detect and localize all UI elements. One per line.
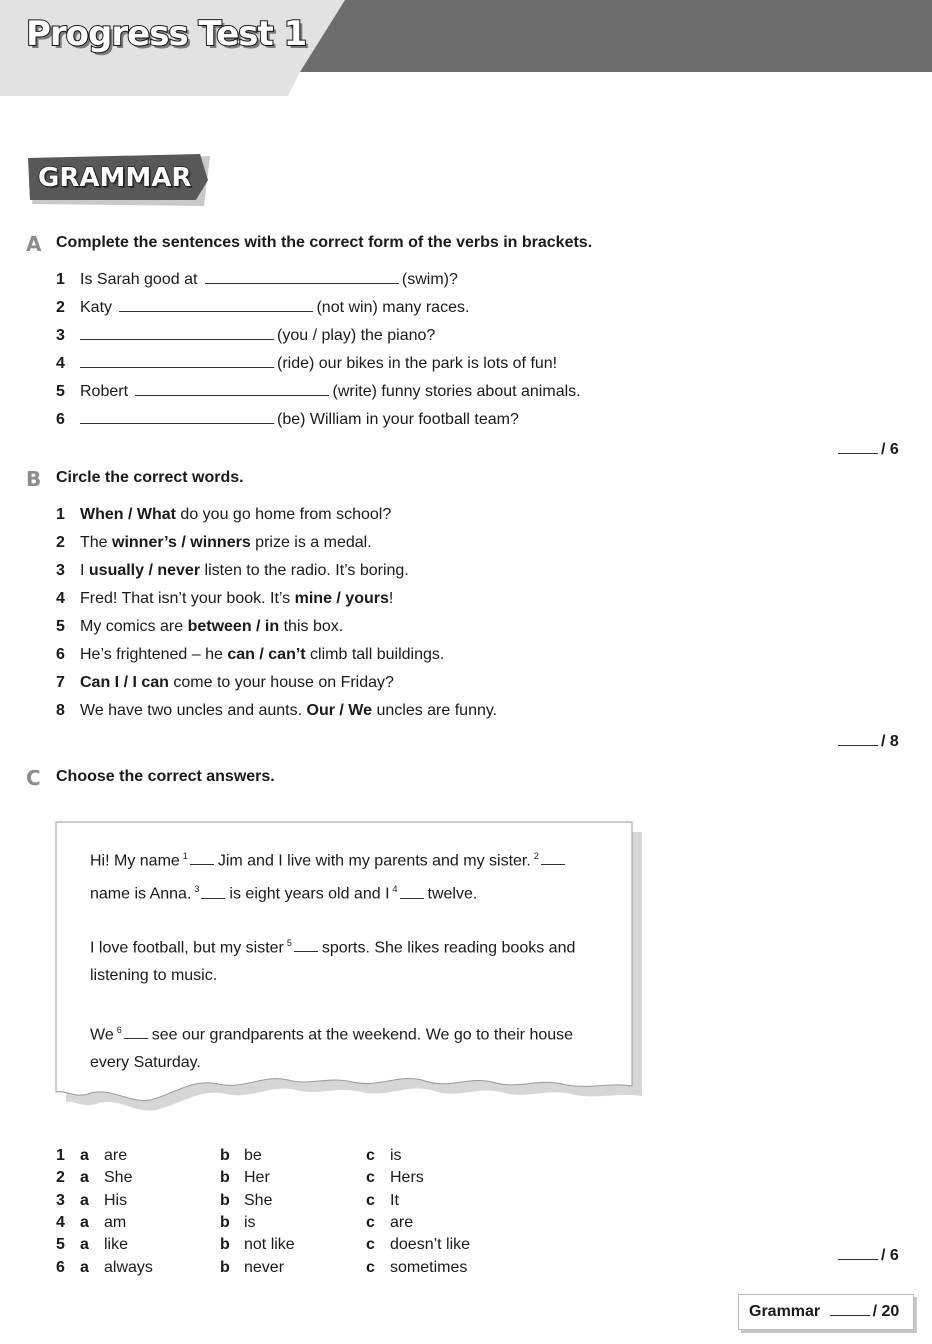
gap-number: 5 xyxy=(286,938,292,948)
total-label: Grammar xyxy=(749,1303,821,1320)
passage-text: Jim and I live with my parents and my sister. xyxy=(217,852,531,870)
option-row xyxy=(56,1234,516,1256)
item-text: Is Sarah good at xyxy=(80,271,198,288)
passage-text: listening to music. xyxy=(90,967,218,985)
option-letter-c: c xyxy=(366,1213,375,1231)
option-a[interactable]: like xyxy=(104,1236,129,1254)
exercise-a-item xyxy=(56,297,469,319)
exercise-a-score xyxy=(838,439,899,459)
option-b[interactable]: Her xyxy=(244,1169,270,1187)
passage-paragraph-2 xyxy=(90,929,610,990)
option-a[interactable]: am xyxy=(104,1213,127,1231)
exercise-a-item xyxy=(56,325,435,347)
option-letter-c: c xyxy=(366,1191,375,1209)
option-letter-a: a xyxy=(80,1213,89,1231)
exercise-a-item xyxy=(56,353,557,375)
gap-blank[interactable] xyxy=(294,939,318,952)
passage-text: is eight years old and I xyxy=(229,885,390,903)
option-a[interactable]: She xyxy=(104,1169,133,1187)
option-letter-b: b xyxy=(220,1236,230,1254)
option-letter-c: c xyxy=(366,1258,375,1276)
option-b[interactable]: never xyxy=(244,1258,285,1276)
total-score-box xyxy=(738,1294,914,1330)
gap-blank[interactable] xyxy=(400,886,424,899)
total-blank[interactable] xyxy=(830,1301,870,1316)
passage-text: twelve. xyxy=(427,885,478,903)
choice-words[interactable]: Our / We xyxy=(306,702,373,719)
item-number: 4 xyxy=(56,355,65,372)
item-text: He’s frightened – he xyxy=(80,646,228,663)
gap-blank[interactable] xyxy=(201,886,225,899)
total-score: / 20 xyxy=(872,1303,900,1320)
exercise-c-letter: C xyxy=(26,766,41,790)
option-letter-a: a xyxy=(80,1169,89,1187)
exercise-b-item xyxy=(56,644,444,666)
option-number: 1 xyxy=(56,1147,65,1164)
option-a[interactable]: are xyxy=(104,1147,128,1164)
item-number: 7 xyxy=(56,674,65,691)
item-number: 5 xyxy=(56,618,65,635)
option-a[interactable]: His xyxy=(104,1191,128,1209)
gap-blank[interactable] xyxy=(190,852,214,865)
item-text: prize is a medal. xyxy=(250,534,372,551)
option-letter-a: a xyxy=(80,1236,89,1254)
exercise-a-instruction: Complete the sentences with the correct form of the verbs in brackets. xyxy=(56,234,593,251)
passage-text: I love football, but my sister xyxy=(90,939,284,957)
item-text: We have two uncles and aunts. xyxy=(80,702,307,719)
option-row xyxy=(56,1190,516,1212)
answer-blank[interactable] xyxy=(80,325,274,340)
item-text: My comics are xyxy=(80,618,188,635)
exercise-c-instruction: Choose the correct answers. xyxy=(56,768,275,785)
item-text: Katy xyxy=(80,299,113,316)
option-b[interactable]: She xyxy=(244,1191,273,1209)
item-text: do you go home from school? xyxy=(175,506,392,523)
gap-number: 2 xyxy=(533,851,539,861)
choice-words[interactable]: winner’s / winners xyxy=(112,534,251,551)
option-letter-c: c xyxy=(366,1169,375,1187)
score-blank[interactable] xyxy=(838,1245,878,1260)
option-letter-a: a xyxy=(80,1147,89,1164)
exercise-a-letter: A xyxy=(26,232,42,256)
item-text: uncles are funny. xyxy=(372,702,498,719)
gap-number: 6 xyxy=(116,1025,122,1035)
item-number: 3 xyxy=(56,327,65,344)
score-total: / 6 xyxy=(881,1247,899,1264)
option-number: 4 xyxy=(56,1213,65,1231)
item-number: 6 xyxy=(56,646,65,663)
gap-number: 1 xyxy=(182,851,188,861)
option-c[interactable]: doesn’t like xyxy=(390,1236,471,1254)
option-row xyxy=(56,1257,516,1279)
passage-text: We xyxy=(90,1026,114,1044)
item-text: listen to the radio. It’s boring. xyxy=(200,562,409,579)
choice-words[interactable]: mine / yours xyxy=(294,590,389,607)
exercise-b-score xyxy=(838,731,899,751)
option-c[interactable]: are xyxy=(390,1213,414,1231)
answer-blank[interactable] xyxy=(80,409,274,424)
option-c[interactable]: sometimes xyxy=(390,1258,468,1276)
passage-paragraph-3 xyxy=(90,1016,610,1077)
option-row xyxy=(56,1167,516,1189)
item-number: 1 xyxy=(56,271,65,288)
gap-blank[interactable] xyxy=(124,1026,148,1039)
exercise-b-instruction: Circle the correct words. xyxy=(56,469,244,486)
option-c[interactable]: It xyxy=(390,1191,399,1209)
passage-text: name is Anna. xyxy=(90,885,192,903)
choice-words[interactable]: When / What xyxy=(80,506,176,523)
section-title: GRAMMAR xyxy=(38,163,192,193)
item-text: (swim)? xyxy=(401,271,458,288)
item-text: I xyxy=(80,562,89,579)
option-b[interactable]: not like xyxy=(244,1236,295,1254)
item-number: 4 xyxy=(56,590,65,607)
option-letter-b: b xyxy=(220,1147,230,1164)
item-number: 5 xyxy=(56,383,65,400)
option-b[interactable]: is xyxy=(244,1213,256,1231)
exercise-b-item xyxy=(56,504,391,526)
item-text: come to your house on Friday? xyxy=(168,674,394,691)
item-text: climb tall buildings. xyxy=(305,646,445,663)
passage-paragraph-1 xyxy=(90,842,610,909)
item-number: 1 xyxy=(56,506,65,523)
item-text: (write) funny stories about animals. xyxy=(332,383,581,400)
answer-blank[interactable] xyxy=(80,353,274,368)
option-letter-c: c xyxy=(366,1147,375,1164)
exercise-c-score xyxy=(838,1245,899,1265)
option-letter-b: b xyxy=(220,1191,230,1209)
option-row xyxy=(56,1212,516,1234)
item-text: The xyxy=(80,534,113,551)
score-blank[interactable] xyxy=(838,731,878,746)
option-letter-a: a xyxy=(80,1258,89,1276)
gap-number: 4 xyxy=(392,884,398,895)
passage-text: every Saturday. xyxy=(90,1054,201,1072)
exercise-b-item xyxy=(56,672,394,694)
score-blank[interactable] xyxy=(838,439,878,454)
option-number: 3 xyxy=(56,1191,65,1209)
exercise-b-item xyxy=(56,616,343,638)
exercise-b-item xyxy=(56,700,497,722)
exercise-a-item xyxy=(56,269,458,291)
option-number: 5 xyxy=(56,1236,65,1254)
passage-text: sports. She likes reading books and xyxy=(321,939,576,957)
option-letter-b: b xyxy=(220,1169,230,1187)
item-number: 8 xyxy=(56,702,65,719)
item-text: Fred! That isn’t your book. It’s xyxy=(80,590,295,607)
item-text: ! xyxy=(388,590,394,607)
item-text: (be) William in your football team? xyxy=(277,411,519,428)
exercise-b-item xyxy=(56,588,393,610)
option-number: 2 xyxy=(56,1169,65,1187)
answer-blank[interactable] xyxy=(135,381,329,396)
choice-words[interactable]: usually / never xyxy=(88,562,201,579)
option-a[interactable]: always xyxy=(104,1258,153,1276)
option-c[interactable]: is xyxy=(390,1147,402,1164)
item-text: (ride) our bikes in the park is lots of fun! xyxy=(277,355,558,372)
item-number: 2 xyxy=(56,299,65,316)
choice-words[interactable]: Can I / I can xyxy=(80,674,169,691)
option-row xyxy=(56,1145,516,1167)
gap-blank[interactable] xyxy=(541,852,565,865)
item-number: 2 xyxy=(56,534,65,551)
gap-number: 3 xyxy=(194,884,200,895)
exercise-b-letter: B xyxy=(26,467,42,491)
passage-text: see our grandparents at the weekend. We go to their house xyxy=(151,1026,574,1044)
item-number: 6 xyxy=(56,411,65,428)
item-text: this box. xyxy=(279,618,344,635)
option-letter-c: c xyxy=(366,1236,375,1254)
answer-blank[interactable] xyxy=(119,297,313,312)
choice-words[interactable]: between / in xyxy=(187,618,280,635)
exercise-a-item xyxy=(56,409,519,431)
option-letter-a: a xyxy=(80,1191,89,1209)
option-number: 6 xyxy=(56,1258,65,1276)
item-text: (not win) many races. xyxy=(316,299,470,316)
item-text: (you / play) the piano? xyxy=(277,327,436,344)
passage-text: Hi! My name xyxy=(90,852,180,870)
exercise-b-item xyxy=(56,560,409,582)
exercise-b-item xyxy=(56,532,372,554)
option-c[interactable]: Hers xyxy=(390,1169,424,1187)
answer-blank[interactable] xyxy=(205,269,399,284)
item-number: 3 xyxy=(56,562,65,579)
exercise-a-item xyxy=(56,381,581,403)
option-letter-b: b xyxy=(220,1213,230,1231)
choice-words[interactable]: can / can’t xyxy=(227,646,306,663)
score-total: / 6 xyxy=(881,441,899,458)
option-b[interactable]: be xyxy=(244,1147,262,1164)
option-letter-b: b xyxy=(220,1258,230,1276)
item-text: Robert xyxy=(80,383,129,400)
page-title: Progress Test 1 xyxy=(26,14,307,54)
score-total: / 8 xyxy=(881,733,899,750)
